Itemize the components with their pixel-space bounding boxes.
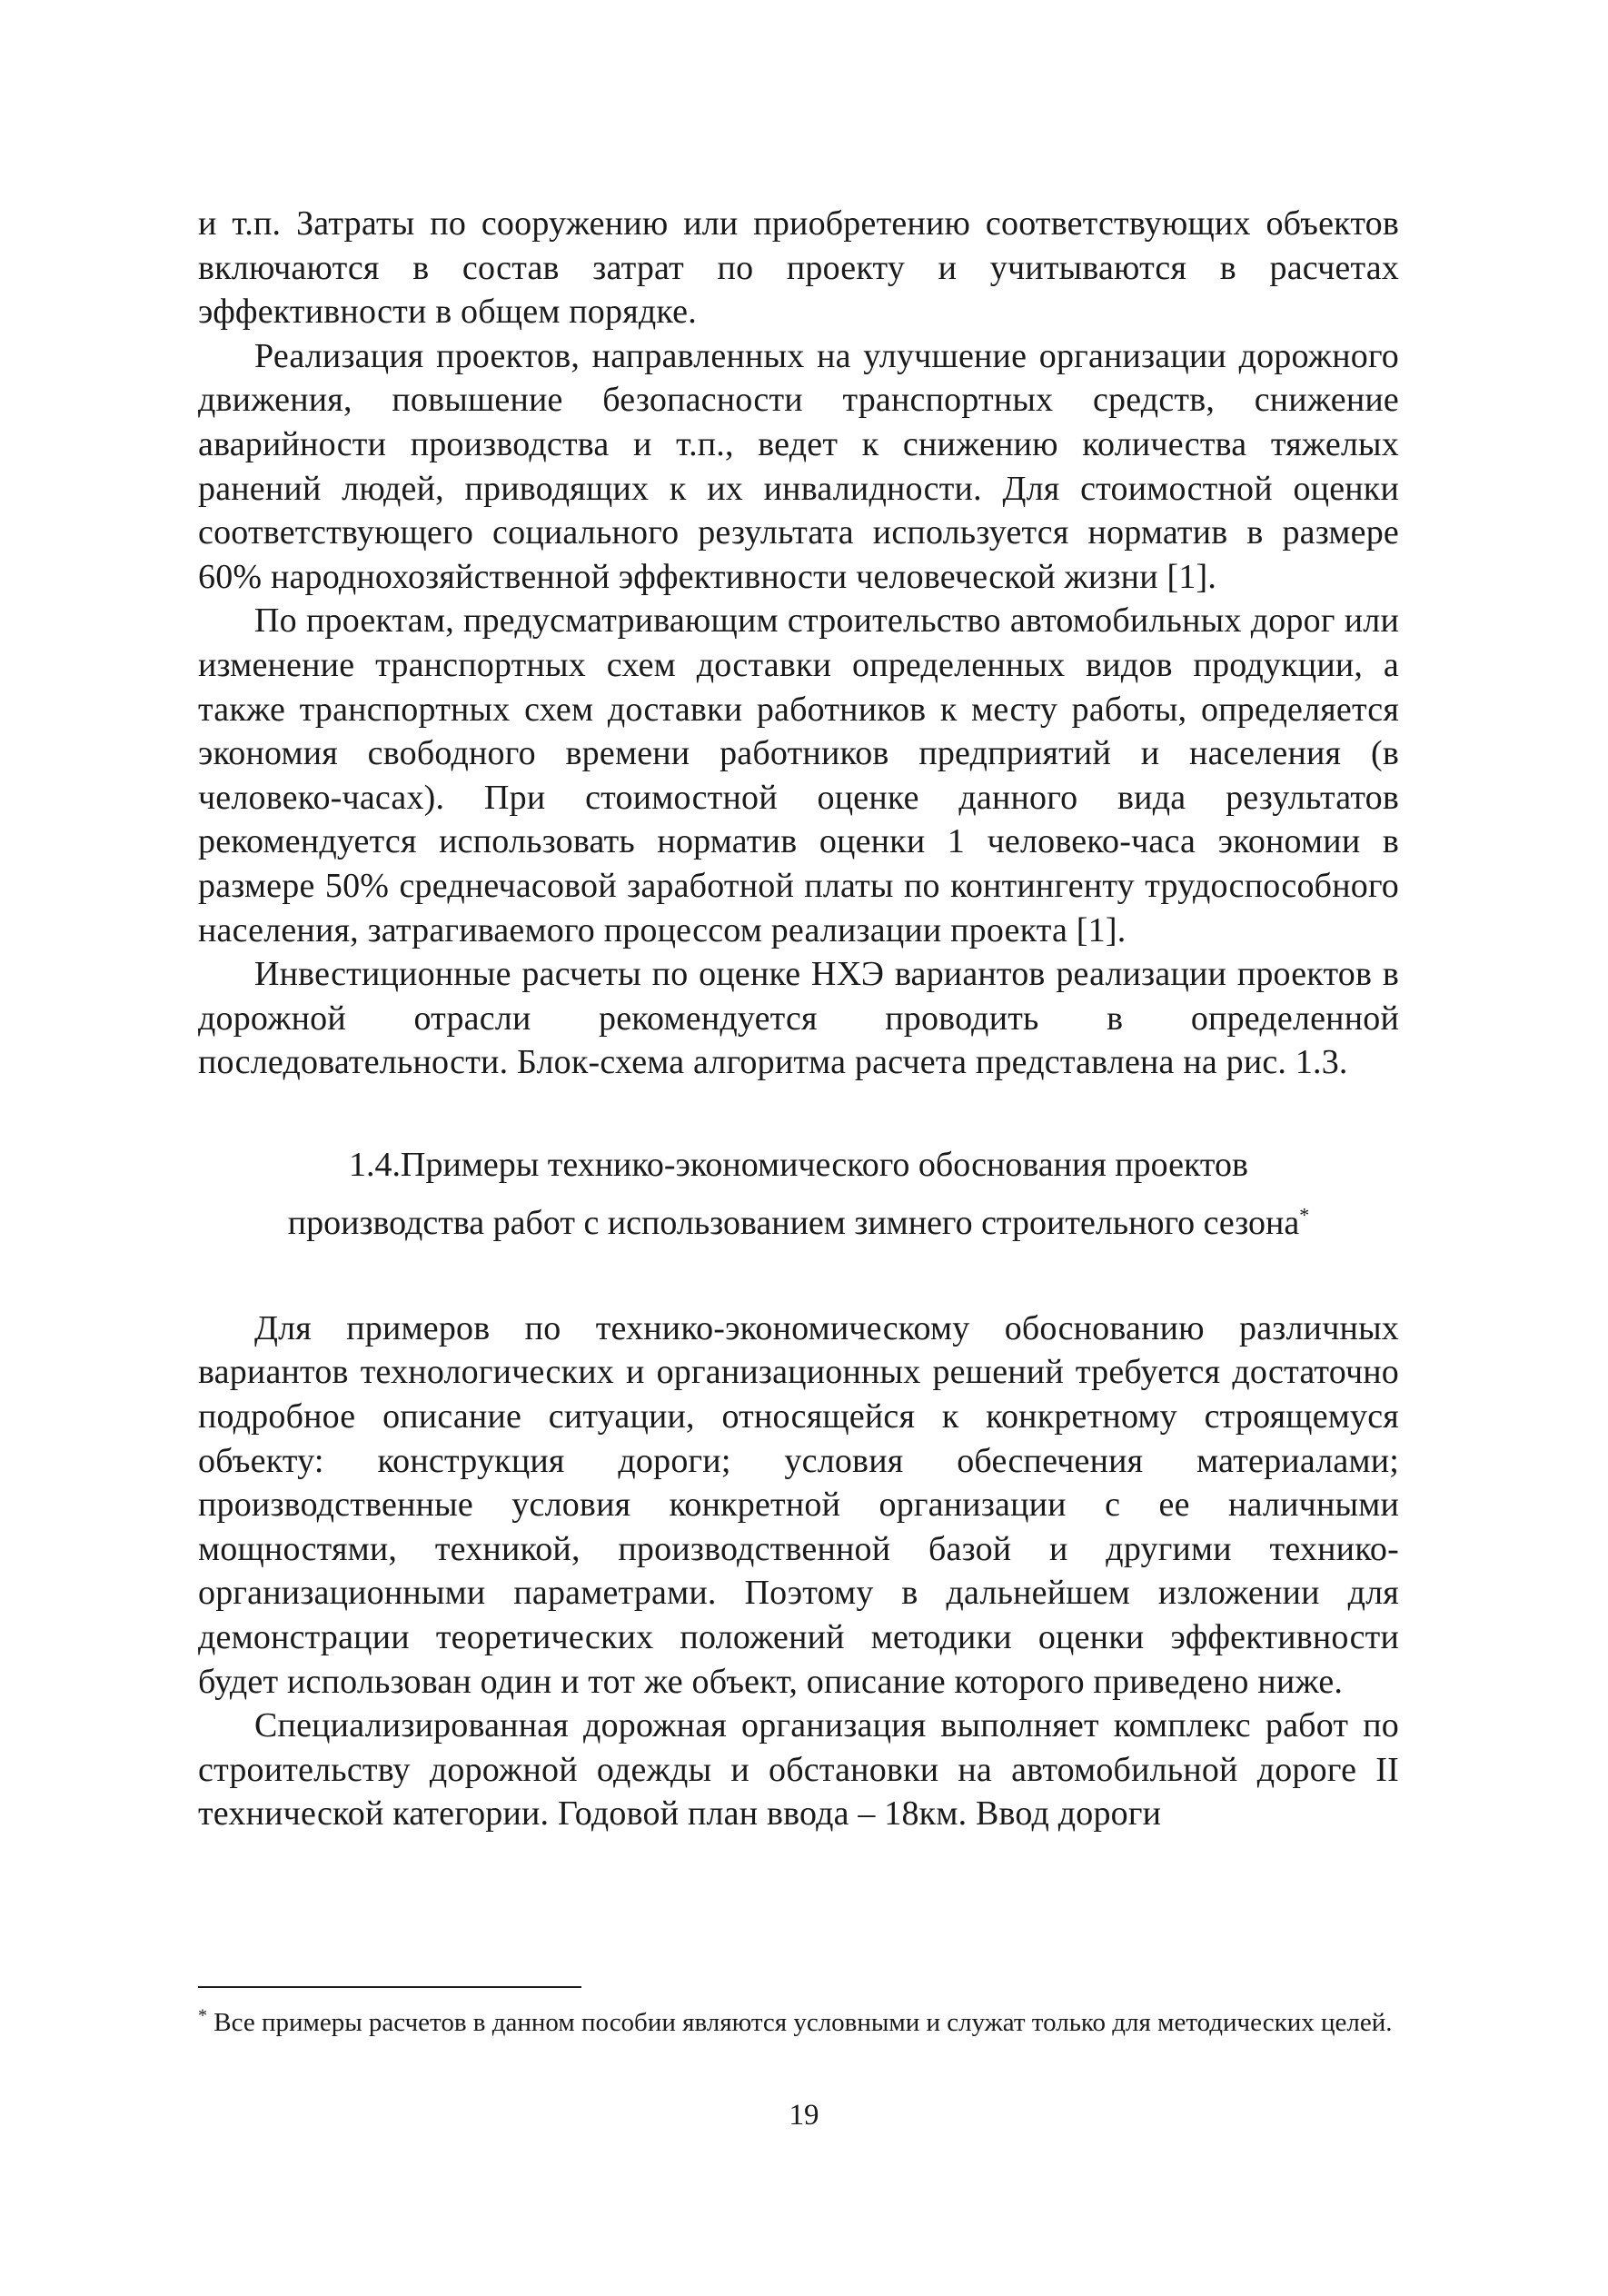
main-text-column: [198, 202, 1399, 1836]
paragraph: Для примеров по технико-экономическому обоснованию различных вариантов технологических и организационных решений требуется достаточно подробное описание ситуации, относящейся к конкретному строящемуся объекту: конструкция дороги; условия обеспечения материалами; производственные условия конкретной организации с ее наличными мощностями, техникой, производственной базой и другими технико-организационными параметрами. Поэтому в дальнейшем изложении для демонстрации теоретических положений методики оценки эффективности будет использован один и тот же объект, описание которого приведено ниже.: [198, 1308, 1399, 1701]
footnote: [198, 2006, 1399, 2039]
paragraph: Специализированная дорожная организация выполняет комплекс работ по строительству дорожной одежды и обстановки на автомобильной дороге II технической категории. Годовой план ввода – 18км. Ввод дороги: [198, 1706, 1399, 1834]
footnote-separator: [198, 1986, 581, 1988]
footnote-marker: *: [198, 2005, 207, 2026]
footnote-text: Все примеры расчетов в данном пособии являются условными и служат только для методических целей.: [213, 2008, 1393, 2037]
paragraph: Реализация проектов, направленных на улучшение организации дорожного движения, повышение безопасности транспортных средств, снижение аварийности производства и т.п., ведет к снижению количества тяжелых ранений людей, приводящих к их инвалидности. Для стоимостной оценки соответствующего социального результата используется норматив в размере 60% народнохозяйственной эффективности человеческой жизни [1].: [198, 336, 1399, 596]
paragraph: По проектам, предусматривающим строительство автомобильных дорог или изменение транспортных схем доставки определенных видов продукции, а также транспортных схем доставки работников к месту работы, определяется экономия свободного времени работников предприятий и населения (в человеко-часах). При стоимостной оценке данного вида результатов рекомендуется использовать норматив оценки 1 человеко-часа экономии в размере 50% среднечасовой заработной платы по контингенту трудоспособного населения, затрагиваемого процессом реализации проекта [1].: [198, 601, 1399, 949]
section-heading-line-1: 1.4.Примеры технико-экономического обоснования проектов: [349, 1145, 1248, 1184]
section-heading-footnote-marker: *: [1299, 1203, 1310, 1227]
section-heading-line-2: производства работ с использованием зимнего строительного сезона: [287, 1203, 1300, 1242]
page-number: 19: [789, 2099, 819, 2132]
paragraph: Инвестиционные расчеты по оценке НХЭ вариантов реализации проектов в дорожной отрасли рекомендуется проводить в определенной последовательности. Блок-схема алгоритма расчета представлена на рис. 1.3.: [198, 955, 1399, 1082]
paragraph: и т.п. Затраты по сооружению или приобретению соответствующих объектов включаются в состав затрат по проекту и учитываются в расчетах эффективности в общем порядке.: [198, 204, 1399, 332]
section-heading: [198, 1136, 1399, 1252]
